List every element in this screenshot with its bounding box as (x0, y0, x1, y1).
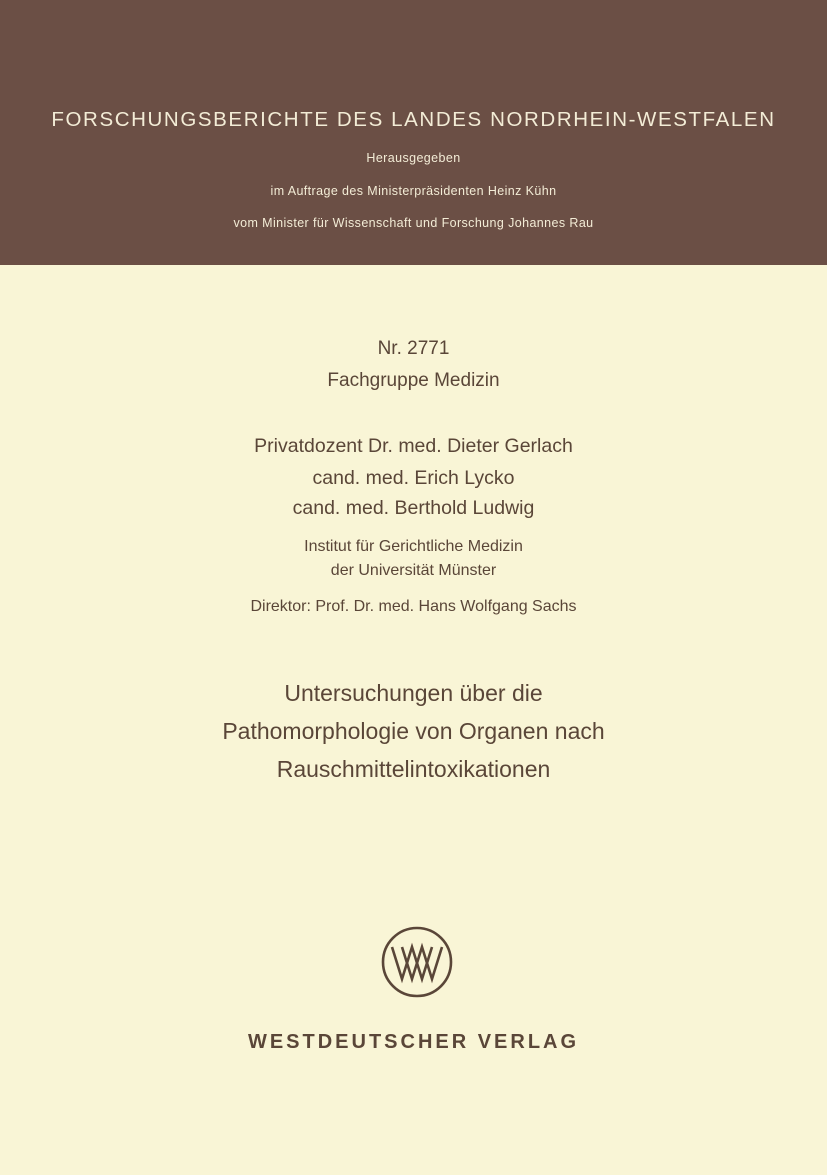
series-title: FORSCHUNGSBERICHTE DES LANDES NORDRHEIN-WESTFALEN (51, 108, 776, 131)
institute-name: Institut für Gerichtliche Medizin (304, 538, 523, 555)
commission-line: im Auftrage des Ministerpräsidenten Heinz Kühn (270, 184, 557, 198)
book-title-line: Untersuchungen über die (284, 680, 543, 706)
minister-line: vom Minister für Wissenschaft und Forschung Johannes Rau (233, 216, 594, 230)
editor-line: Herausgegeben (366, 151, 461, 165)
subject-group: Fachgruppe Medizin (327, 370, 500, 391)
author: cand. med. Berthold Ludwig (292, 497, 535, 519)
book-title-line: Rauschmittelintoxikationen (276, 756, 551, 782)
header-band (0, 0, 827, 265)
wv-circle-logo-icon (380, 925, 454, 999)
institute-university: der Universität Münster (330, 562, 497, 579)
book-title-line: Pathomorphologie von Organen nach (222, 718, 605, 744)
report-number: Nr. 2771 (377, 338, 450, 359)
author: Privatdozent Dr. med. Dieter Gerlach (254, 435, 573, 457)
author: cand. med. Erich Lycko (312, 467, 515, 489)
institute-director: Direktor: Prof. Dr. med. Hans Wolfgang Sachs (250, 598, 577, 615)
publisher-name: WESTDEUTSCHER VERLAG (247, 1031, 580, 1053)
cover-body (0, 265, 827, 1175)
